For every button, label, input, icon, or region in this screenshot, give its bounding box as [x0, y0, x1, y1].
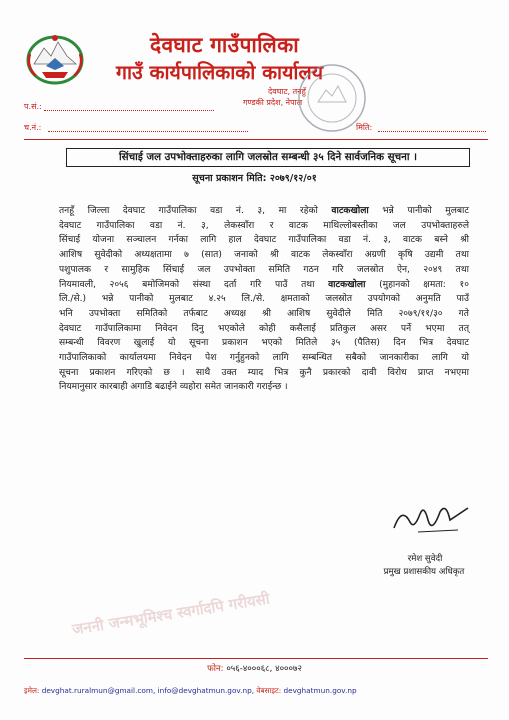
notice-body-text: भन्ने पानीको मुलबाट — [368, 206, 469, 216]
address-line-1: देवघाट, तनहुँ — [268, 87, 306, 96]
phone-value: ०५६-४०००६८, ४०००७२ — [226, 664, 302, 674]
dispatch-number-label: च.नं.: — [24, 123, 42, 132]
municipality-name: देवघाट गाउँपालिका — [150, 33, 299, 57]
date-label: मिति: — [356, 123, 373, 132]
email-value[interactable]: devghat.ruralmun@gmail.com, info@devghatmun.gov.np, — [41, 686, 255, 695]
notice-body-line — [59, 204, 469, 219]
notice-body-text: पशुपालक र सामुहिक सिंचाई जल उपभोक्ता समिति गठन गरि जलस्रोत ऐन, २०४९ तथा — [59, 264, 469, 275]
notice-body-text: सम्बन्धी विवरण खुलाई यो सूचना प्रकाशन भएको मितिले ३५ (पैतिस) दिन भित्र देवघाट — [59, 338, 469, 349]
dispatch-number-line — [48, 131, 248, 132]
notice-body-text: नियमानुसार कारबाही अगाडि बढाईने व्यहोरा समेत जानकारी गराईन्छ । — [59, 382, 288, 393]
notice-body-text: तनहूँ जिल्ला देवघाट गाउँपालिका वडा नं. ३, मा रहेको — [59, 206, 332, 216]
notice-body-text: सिंचाई योजना सञ्चालन गर्नका लागि हाल देवघाट गाउँपालिका वडा नं. ३, वाटक बस्ने श्री — [59, 235, 469, 246]
notice-body-line — [59, 219, 469, 234]
footer-contact — [24, 686, 494, 696]
notice-body-text: देवघाट गाउँपालिका वडा नं. ३, लेकस्वाँरा र वाटक माथिल्लोबस्तीका जल उपभोक्ताहरुले — [59, 220, 469, 231]
notice-body-line — [59, 366, 469, 381]
source-name-emphasis: वाटकखोला — [328, 279, 366, 290]
notice-body-text: सूचना प्रकाशन गरिएको छ । साथै उक्त म्याद भित्र कुनै प्रकारको दावी विरोध प्राप्त नभएमा — [59, 367, 469, 378]
header-divider — [24, 139, 488, 140]
website-value[interactable]: devghatmun.gov.np — [283, 686, 357, 695]
notice-body-text: आशिष सुवेदीको अध्यक्षतामा ७ (सात) जनाको श्री वाटक लेकस्वाँरा अग्रणी कृषि उद्यमी तथा — [59, 250, 469, 261]
notice-body-line — [59, 233, 469, 248]
notice-body — [59, 204, 469, 395]
publish-date: सूचना प्रकाशन मिति: २०७९/१२/०१ — [192, 173, 317, 184]
notice-body-line — [59, 278, 469, 293]
notice-body-line — [59, 380, 469, 395]
notice-body-text: (मुहानको क्षमता: १० — [365, 279, 469, 290]
notice-body-text: भनि उपभोक्ता समितिको तर्फबाट अध्यक्ष श्री आशिष सुवेदीले मिति २०७९/११/३० गते — [59, 308, 469, 319]
notice-body-text: देवघाट गाउँपालिकामा निवेदन दिनु भएकोले कोही कसैलाई प्रतिकुल असर पर्ने भएमा तत् — [59, 323, 469, 334]
office-name: गाउँ कार्यपालिकाको कार्यालय — [116, 61, 323, 84]
date-line — [378, 131, 486, 132]
notice-body-line — [59, 322, 469, 337]
reference-number-line — [44, 110, 214, 111]
address-line-2: गण्डकी प्रदेश, नेपाल — [243, 98, 303, 107]
website-label: वेबसाइट: — [256, 686, 282, 695]
source-name-emphasis: वाटकखोला — [331, 206, 369, 216]
notice-body-line — [59, 336, 469, 351]
footer-phone — [0, 662, 509, 674]
nepal-government-emblem-icon — [24, 30, 86, 86]
notice-body-text: नियमावली, २०५६ बमोजिमको संस्था दर्ता गरि पाउँ तथा — [59, 279, 329, 290]
watermark-text: जननी जन्मभूमिश्च स्वर्गादपि गरीयसी — [70, 589, 271, 639]
notice-body-line — [59, 351, 469, 366]
notice-body-text: लि./से.) भन्ने पानीको मुलबाट ४.२५ लि./से. क्षमताको जलस्रोत उपयोगको अनुमति पाउँ — [59, 294, 469, 305]
signatory-name: रमेश सुवेदी — [407, 554, 443, 564]
notice-body-line — [59, 292, 469, 307]
notice-title: सिंचाई जल उपभोक्ताहरुका लागि जलस्रोत सम्बन्धी ३५ दिने सार्वजनिक सूचना । — [66, 148, 470, 167]
notice-body-line — [59, 263, 469, 278]
signature-icon — [388, 500, 474, 540]
notice-body-line — [59, 248, 469, 263]
email-label: इमेल: — [24, 686, 40, 695]
reference-number-label: प.सं.: — [24, 102, 42, 111]
notice-body-text: गाउँपालिकाको कार्यालयमा निवेदन पेश गर्नुहुनको लागि सम्बन्धित सबैको जानकारीका लागि यो — [59, 353, 469, 364]
notice-body-line — [59, 307, 469, 322]
footer-divider — [24, 658, 488, 659]
signatory-title: प्रमुख प्रशासकीय अधिकृत — [383, 567, 465, 577]
phone-label: फोन: — [207, 664, 224, 674]
